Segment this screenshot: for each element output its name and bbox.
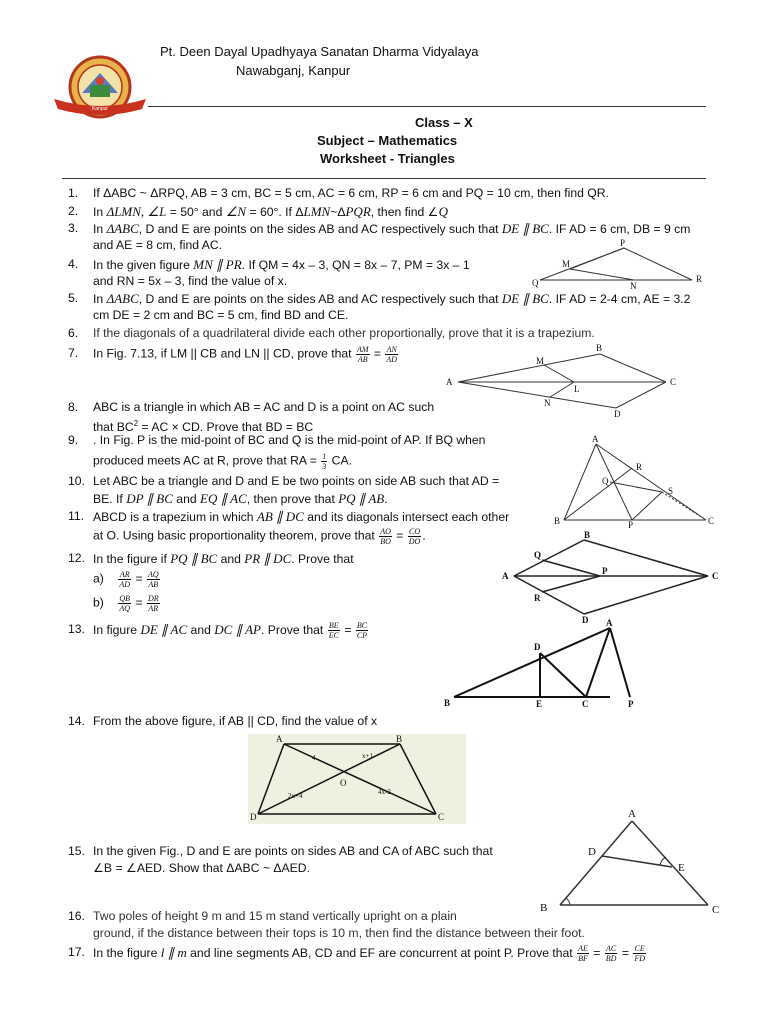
question-text: In ΔLMN, ∠L = 50° and ∠N = 60°. If ΔLMN~ΔPQR, then find ∠Q [93,204,448,219]
figure-q7 [440,342,700,417]
fraction: $\frac{1}{3}$ [322,452,327,471]
fig-label: P [628,699,634,709]
question-text: In the figure if PQ ∥ BC and PR ∥ DC. Prove that [93,551,354,566]
question-number: 11. [68,509,85,523]
fig-label: R [636,462,643,472]
fraction: $\frac{AO}{BO}$ [380,527,391,546]
question-text: From the above figure, if AB || CD, find the value of x [93,714,378,728]
question-text: If ΔABC ~ ΔRPQ, AB = 3 cm, BC = 5 cm, AC = 6 cm, RP = 6 cm and PQ = 10 cm, then find QR. [93,186,609,200]
fig-label: Q [602,476,609,486]
segment-label: 2x+4 [288,792,303,800]
question-number: 6. [68,326,79,340]
figure-q12 [494,530,726,624]
figure-q15 [536,805,736,917]
fig-label: C [708,516,715,526]
fig-label: N [630,281,637,291]
fig-label: C [582,699,589,709]
fig-label: N [544,398,551,408]
fig-label: D [582,615,589,625]
question-text: ABC is a triangle in which AB = AC and D is a point on AC such [93,400,435,414]
fig-label: C [712,904,720,916]
question-16-line-2: ground, if the distance between their tops is 10 m, then find the distance between their foot. [93,926,585,940]
question-number: 12. [68,551,85,565]
question-text: Two poles of height 9 m and 15 m stand vertically upright on a plain [93,909,457,923]
logo-ribbon-text: Kanpur [91,106,109,112]
fig-label: Q [532,278,539,288]
fraction: $\frac{AM}{AB}$ [356,345,369,364]
fig-label: C [438,812,445,822]
school-logo [52,55,148,119]
question-15-line-2: ∠B = ∠AED. Show that ΔABC ~ ΔAED. [93,861,310,875]
fig-label: A [502,571,509,581]
question-number: 4. [68,257,79,271]
question-text: In Fig. 7.13, if LM || CB and LN || CD, prove that $\frac{AM}{AB}$ = $\frac{AN}{AD}$ [93,345,398,364]
question-number: 15. [68,844,85,858]
fig-label: E [678,862,685,874]
class-label: Class – X [415,115,473,130]
fig-label: Q [534,550,542,560]
question-number: 8. [68,400,79,414]
figure-q9 [552,434,722,530]
fig-label: B [554,516,561,526]
question-5-line-2: cm DE = 2 cm and BC = 5 cm, find BD and CE. [93,308,349,322]
fig-label: D [588,846,596,858]
fig-label: P [602,566,608,576]
fig-label: S [668,486,674,496]
question-number: 2. [68,204,79,218]
header-divider-bottom [62,178,706,179]
fig-label: A [276,734,283,744]
question-text: ABCD is a trapezium in which AB ∥ DC and its diagonals intersect each other [93,509,510,524]
fig-label: A [628,808,636,820]
fig-label: A [592,434,599,444]
school-address: Nawabganj, Kanpur [236,63,351,78]
question-3-line-2: and AE = 8 cm, find AC. [93,238,223,252]
fig-label: M [536,356,545,366]
fig-label: L [574,384,580,394]
question-text: If the diagonals of a quadrilateral divide each other proportionally, prove that it is a trapezium. [93,326,595,340]
fig-label: P [620,238,626,248]
header-divider-top [148,106,706,107]
fig-label: B [396,734,403,744]
question-4-line-2: and RN = 5x – 3, find the value of x. [93,274,288,288]
fig-label: E [536,699,543,709]
segment-label: x+1 [362,752,373,760]
question-text: In ΔABC, D and E are points on the sides AB and AC respectively such that DE ∥ BC. IF AD = 6 cm, DB = 9 cm [93,221,691,236]
question-number: 9. [68,433,79,447]
fig-label: R [534,593,541,603]
question-11-line-2: at O. Using basic proportionality theorem, prove that $\frac{AO}{BO}$ = $\frac{CO}{DO}$ . [93,527,426,546]
question-number: 17. [68,945,85,959]
fig-label: A [606,618,613,628]
question-text: In figure DE ∥ AC and DC ∥ AP. Prove that $\frac{BE}{EC}$ = $\frac{BC}{CP}$ [93,621,368,641]
fraction: $\frac{AN}{AD}$ [386,345,398,364]
fig-label: C [712,571,719,581]
question-number: 1. [68,186,79,200]
question-10-line-2: BE. If DP ∥ BC and EQ ∥ AC, then prove that PQ ∥ AB. [93,491,388,506]
fig-label: B [444,698,451,708]
figure-q14 [248,734,466,824]
fig-label: B [584,530,591,540]
fig-label: D [614,409,621,419]
fig-label: B [540,902,548,914]
question-text: In the given figure MN ∥ PR. If QM = 4x – 3, QN = 8x – 7, PM = 3x – 1 [93,257,470,272]
question-8-line-2: that $BC^2$ = AC × CD. Prove that BD = BC [93,419,314,435]
question-text: Let ABC be a triangle and D and E be two points on side AB such that AD = [93,474,500,488]
question-number: 14. [68,714,85,728]
question-text: In the figure l ∥ m and line segments AB, CD and EF are concurrent at point P. Prove that $\frac{AE}{BF}$ = $\frac{AC}{BD}$ = $\frac{CE}{FD}$ [93,944,645,964]
question-number: 10. [68,474,85,488]
figure-q13 [440,620,650,710]
fig-label: D [534,642,541,652]
question-number: 16. [68,909,85,923]
fig-label: P [628,520,634,530]
question-9-line-2: produced meets AC at R, prove that RA = $\frac{1}{3}$ CA. [93,452,352,471]
question-number: 3. [68,221,79,235]
question-text: In the given Fig., D and E are points on sides AB and CA of ABC such that [93,844,493,858]
fig-label: M [562,259,571,269]
fig-label: R [696,274,703,284]
question-12-part-a: a) $\frac{AR}{AD}$ = $\frac{AQ}{AB}$ [93,570,159,589]
figure-q4 [512,240,732,290]
question-number: 7. [68,346,79,360]
fraction: $\frac{CO}{DO}$ [408,527,421,546]
question-number: 13. [68,622,85,636]
subject-label: Subject – Mathematics [317,133,458,148]
school-name: Pt. Deen Dayal Upadhyaya Sanatan Dharma Vidyalaya [160,44,479,59]
fig-label: C [670,377,677,387]
fig-label: D [250,812,257,822]
segment-label: 4 [312,754,316,762]
question-12-part-b: b) $\frac{QB}{AQ}$ = $\frac{DR}{AR}$ [93,594,159,613]
worksheet-title: Worksheet - Triangles [320,151,455,166]
fig-label: B [596,343,603,353]
segment-label: 4x-2 [378,788,391,796]
question-text: In ΔABC, D and E are points on the sides AB and AC respectively such that DE ∥ BC. IF AD = 2-4 cm, AE = 3.2 [93,291,691,306]
question-text: . In Fig. P is the mid-point of BC and Q is the mid-point of AP. If BQ when [93,433,486,447]
question-number: 5. [68,291,79,305]
fig-label: O [340,778,347,788]
fig-label: A [446,377,453,387]
